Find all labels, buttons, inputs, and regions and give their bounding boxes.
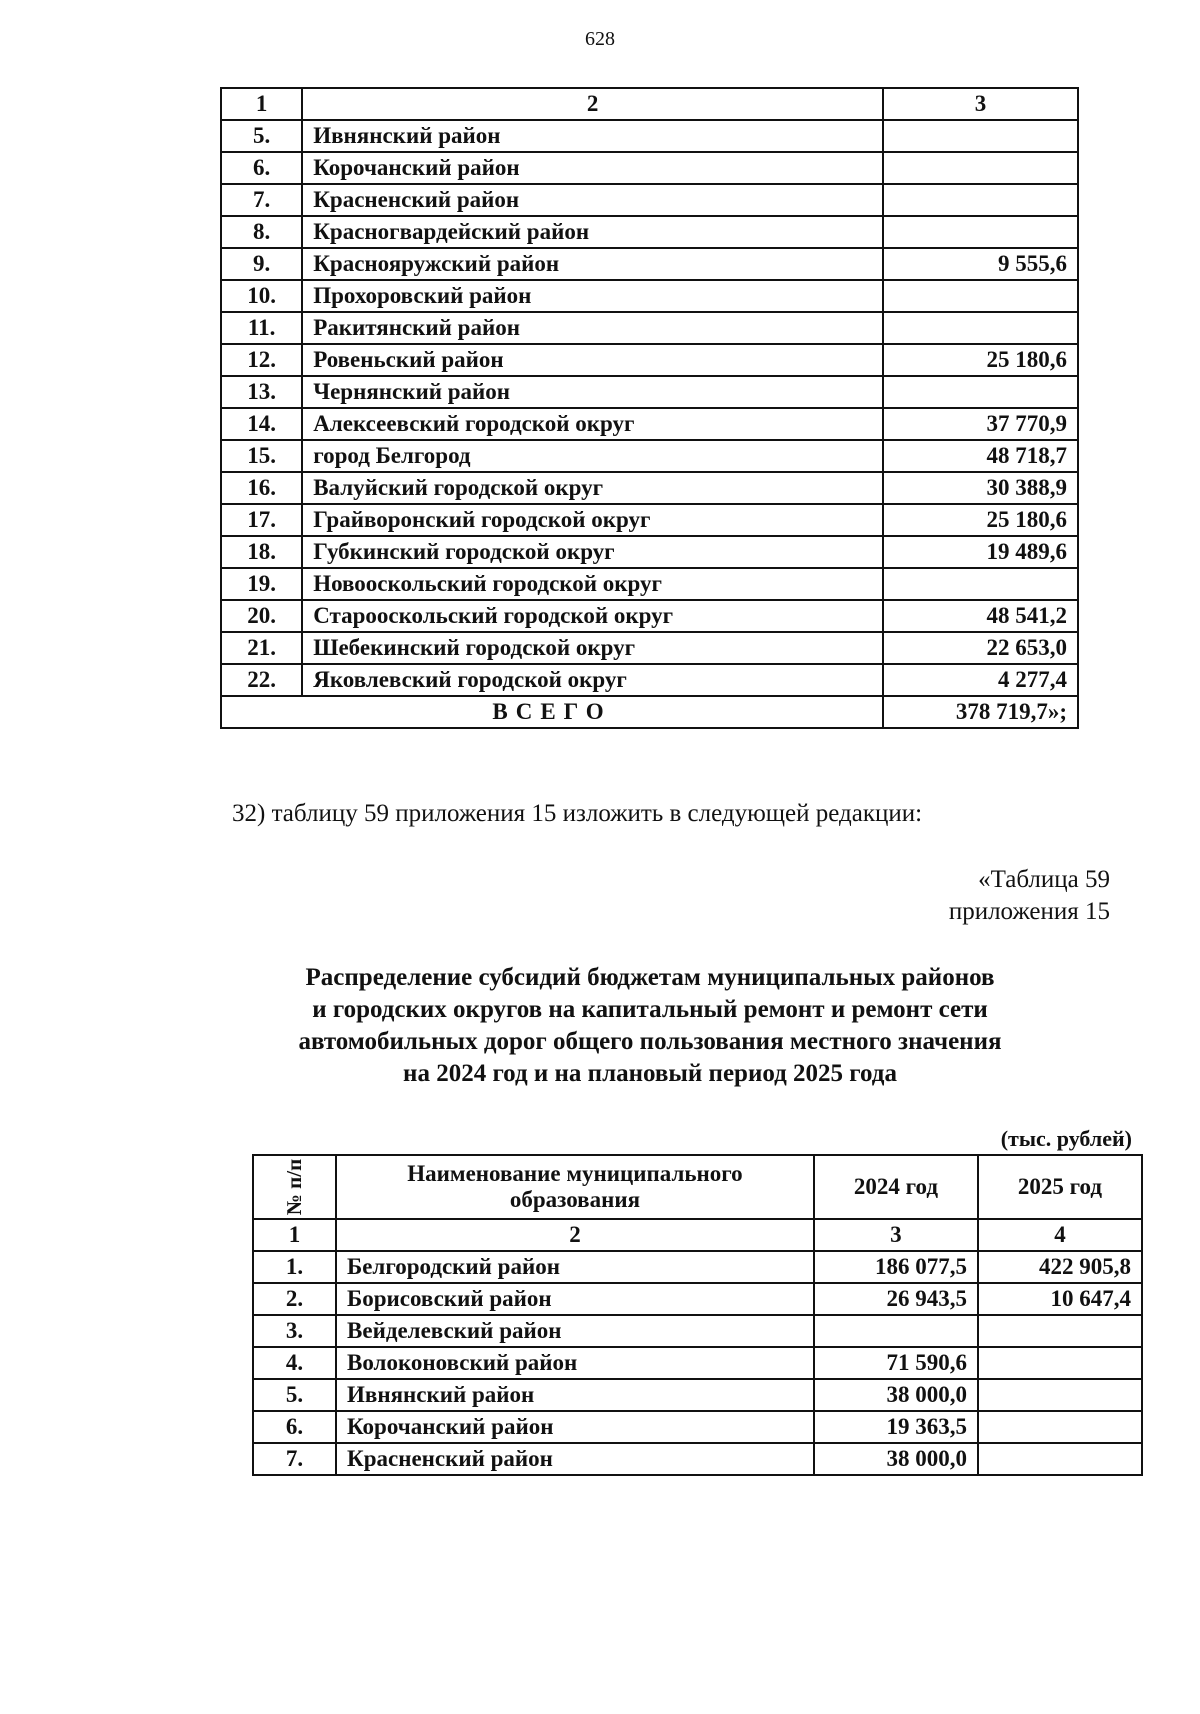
table-row bbox=[221, 632, 1078, 664]
municipality-name: Краснояружский район bbox=[302, 248, 883, 280]
table-row bbox=[221, 408, 1078, 440]
row-number: 9. bbox=[221, 248, 302, 280]
row-number: 11. bbox=[221, 312, 302, 344]
row-number: 6. bbox=[221, 152, 302, 184]
header-2024: 2024 год bbox=[814, 1155, 978, 1219]
table-row bbox=[221, 504, 1078, 536]
table-row bbox=[253, 1315, 1142, 1347]
amount-2024: 38 000,0 bbox=[814, 1379, 978, 1411]
amount-2025 bbox=[978, 1443, 1142, 1475]
column-number: 3 bbox=[814, 1219, 978, 1251]
table-row bbox=[253, 1411, 1142, 1443]
table-title bbox=[200, 962, 1100, 1090]
municipality-name: Корочанский район bbox=[302, 152, 883, 184]
amount-2024: 26 943,5 bbox=[814, 1283, 978, 1315]
row-number: 15. bbox=[221, 440, 302, 472]
municipality-name: Красненский район bbox=[336, 1443, 814, 1475]
table-row bbox=[253, 1443, 1142, 1475]
amount-2025: 422 905,8 bbox=[978, 1251, 1142, 1283]
header-row bbox=[253, 1155, 1142, 1219]
amount-2024: 186 077,5 bbox=[814, 1251, 978, 1283]
municipality-name: Губкинский городской округ bbox=[302, 536, 883, 568]
title-line: и городских округов на капитальный ремонт и ремонт сети bbox=[312, 996, 988, 1023]
municipality-name: Красненский район bbox=[302, 184, 883, 216]
row-number: 20. bbox=[221, 600, 302, 632]
header-number bbox=[253, 1155, 336, 1219]
amount: 25 180,6 bbox=[883, 504, 1078, 536]
municipality-name: Алексеевский городской округ bbox=[302, 408, 883, 440]
amount: 37 770,9 bbox=[883, 408, 1078, 440]
column-number: 1 bbox=[221, 88, 302, 120]
amount-2025 bbox=[978, 1315, 1142, 1347]
amount: 9 555,6 bbox=[883, 248, 1078, 280]
table-row bbox=[221, 472, 1078, 504]
table-row bbox=[221, 664, 1078, 696]
column-number: 1 bbox=[253, 1219, 336, 1251]
row-number: 1. bbox=[253, 1251, 336, 1283]
table-row bbox=[221, 344, 1078, 376]
table-reference-line: приложения 15 bbox=[948, 898, 1110, 925]
table-row bbox=[221, 600, 1078, 632]
amount: 25 180,6 bbox=[883, 344, 1078, 376]
municipality-name: Белгородский район bbox=[336, 1251, 814, 1283]
amount bbox=[883, 120, 1078, 152]
row-number: 12. bbox=[221, 344, 302, 376]
amount bbox=[883, 312, 1078, 344]
amount-2025: 10 647,4 bbox=[978, 1283, 1142, 1315]
table-row bbox=[221, 184, 1078, 216]
row-number: 16. bbox=[221, 472, 302, 504]
municipality-name: Валуйский городской округ bbox=[302, 472, 883, 504]
total-row bbox=[221, 696, 1078, 728]
table-reference bbox=[949, 864, 1110, 928]
row-number: 3. bbox=[253, 1315, 336, 1347]
amount-2025 bbox=[978, 1379, 1142, 1411]
municipality-name: Красногвардейский район bbox=[302, 216, 883, 248]
table-row bbox=[221, 152, 1078, 184]
municipality-name: Чернянский район bbox=[302, 376, 883, 408]
row-number: 8. bbox=[221, 216, 302, 248]
municipality-name: Волоконовский район bbox=[336, 1347, 814, 1379]
municipality-name: Грайворонский городской округ bbox=[302, 504, 883, 536]
row-number: 7. bbox=[221, 184, 302, 216]
amount-2025 bbox=[978, 1347, 1142, 1379]
table-reference-line: «Таблица 59 bbox=[978, 866, 1110, 893]
column-number: 4 bbox=[978, 1219, 1142, 1251]
table-row bbox=[221, 216, 1078, 248]
amount: 48 718,7 bbox=[883, 440, 1078, 472]
row-number: 17. bbox=[221, 504, 302, 536]
amount-2024 bbox=[814, 1315, 978, 1347]
amount-2024: 71 590,6 bbox=[814, 1347, 978, 1379]
row-number: 6. bbox=[253, 1411, 336, 1443]
table-row bbox=[221, 312, 1078, 344]
total-value: 378 719,7»; bbox=[883, 696, 1078, 728]
amount bbox=[883, 280, 1078, 312]
amount bbox=[883, 376, 1078, 408]
page-number: 628 bbox=[585, 28, 615, 50]
row-number: 10. bbox=[221, 280, 302, 312]
row-number: 5. bbox=[253, 1379, 336, 1411]
allocation-table-continued bbox=[220, 87, 1079, 729]
amount-2024: 38 000,0 bbox=[814, 1443, 978, 1475]
table-row bbox=[221, 248, 1078, 280]
row-number: 21. bbox=[221, 632, 302, 664]
subsidy-table bbox=[252, 1154, 1143, 1476]
amount-2025 bbox=[978, 1411, 1142, 1443]
table-row bbox=[221, 440, 1078, 472]
amendment-text: 32) таблицу 59 приложения 15 изложить в следующей редакции: bbox=[232, 800, 923, 827]
municipality-name: Новооскольский городской округ bbox=[302, 568, 883, 600]
municipality-name: Ивнянский район bbox=[336, 1379, 814, 1411]
municipality-name: Прохоровский район bbox=[302, 280, 883, 312]
municipality-name: Ивнянский район bbox=[302, 120, 883, 152]
table-row bbox=[221, 376, 1078, 408]
municipality-name: Корочанский район bbox=[336, 1411, 814, 1443]
municipality-name: Вейделевский район bbox=[336, 1315, 814, 1347]
municipality-name: Старооскольский городской округ bbox=[302, 600, 883, 632]
amount bbox=[883, 216, 1078, 248]
row-number: 19. bbox=[221, 568, 302, 600]
amount: 30 388,9 bbox=[883, 472, 1078, 504]
header-name: Наименование муниципального образования bbox=[336, 1155, 814, 1219]
amount: 4 277,4 bbox=[883, 664, 1078, 696]
table-row bbox=[221, 120, 1078, 152]
table-row bbox=[221, 568, 1078, 600]
header-number-label: № п/п bbox=[282, 1158, 307, 1216]
row-number: 22. bbox=[221, 664, 302, 696]
municipality-name: город Белгород bbox=[302, 440, 883, 472]
row-number: 5. bbox=[221, 120, 302, 152]
amount: 19 489,6 bbox=[883, 536, 1078, 568]
title-line: Распределение субсидий бюджетам муниципальных районов bbox=[305, 964, 995, 991]
column-number: 3 bbox=[883, 88, 1078, 120]
title-line: автомобильных дорог общего пользования местного значения bbox=[298, 1028, 1002, 1055]
table-row bbox=[221, 280, 1078, 312]
amount bbox=[883, 184, 1078, 216]
column-number: 2 bbox=[336, 1219, 814, 1251]
row-number: 2. bbox=[253, 1283, 336, 1315]
row-number: 13. bbox=[221, 376, 302, 408]
municipality-name: Яковлевский городской округ bbox=[302, 664, 883, 696]
column-number-row bbox=[221, 88, 1078, 120]
municipality-name: Ровеньский район bbox=[302, 344, 883, 376]
amount-2024: 19 363,5 bbox=[814, 1411, 978, 1443]
amount: 22 653,0 bbox=[883, 632, 1078, 664]
amount bbox=[883, 568, 1078, 600]
row-number: 18. bbox=[221, 536, 302, 568]
column-number-row bbox=[253, 1219, 1142, 1251]
row-number: 7. bbox=[253, 1443, 336, 1475]
table-row bbox=[253, 1347, 1142, 1379]
amount: 48 541,2 bbox=[883, 600, 1078, 632]
table-row bbox=[253, 1251, 1142, 1283]
row-number: 14. bbox=[221, 408, 302, 440]
title-line: на 2024 год и на плановый период 2025 года bbox=[403, 1060, 897, 1087]
units-label: (тыс. рублей) bbox=[1000, 1126, 1132, 1151]
municipality-name: Шебекинский городской округ bbox=[302, 632, 883, 664]
table-row bbox=[253, 1283, 1142, 1315]
table-row bbox=[221, 536, 1078, 568]
row-number: 4. bbox=[253, 1347, 336, 1379]
municipality-name: Ракитянский район bbox=[302, 312, 883, 344]
total-label: ВСЕГО bbox=[221, 696, 883, 728]
column-number: 2 bbox=[302, 88, 883, 120]
amount bbox=[883, 152, 1078, 184]
header-2025: 2025 год bbox=[978, 1155, 1142, 1219]
municipality-name: Борисовский район bbox=[336, 1283, 814, 1315]
table-row bbox=[253, 1379, 1142, 1411]
